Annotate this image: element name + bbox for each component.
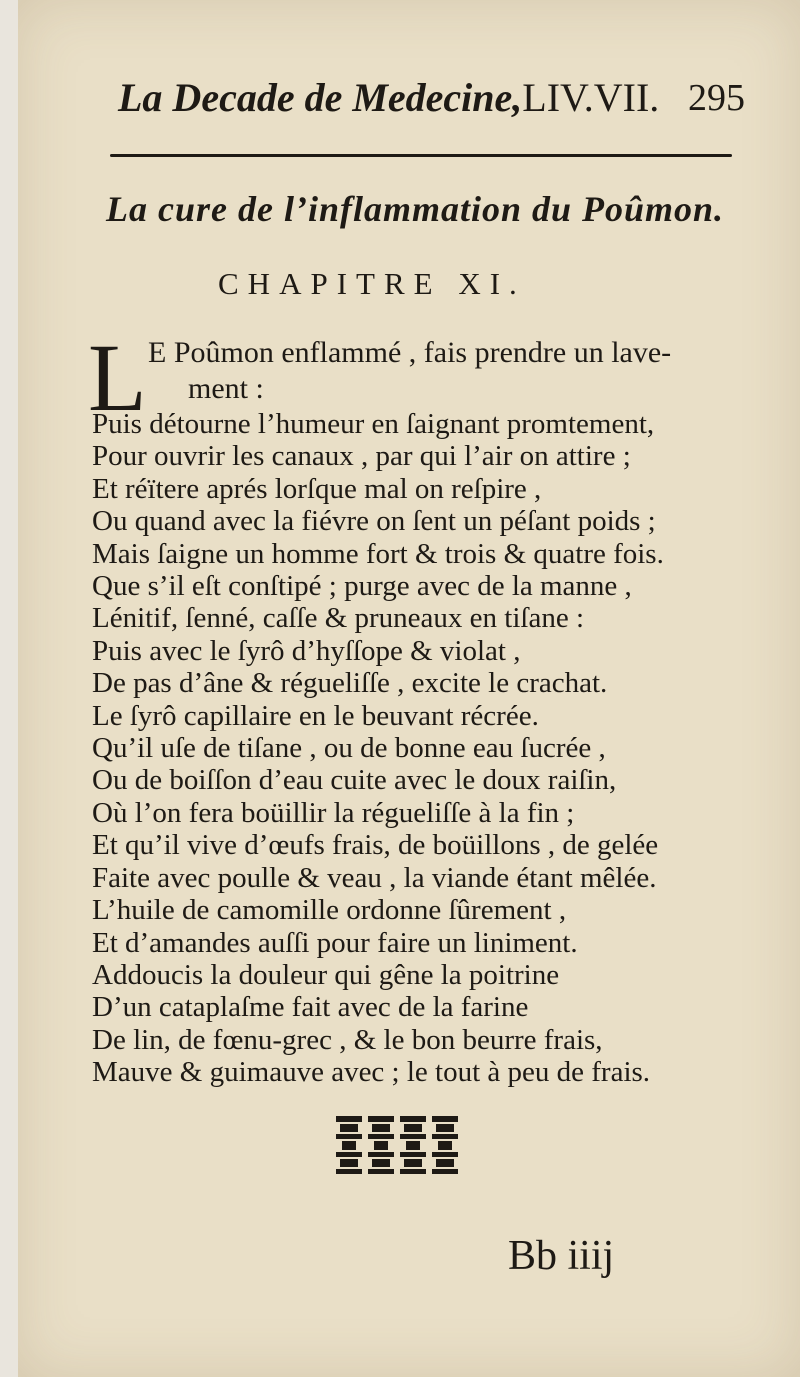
chapter-heading: CHAPITRE XI. — [218, 266, 526, 301]
book-number: LIV.VII. — [522, 75, 660, 120]
page-number: 295 — [688, 77, 745, 119]
verse-line: Que s’il eſt conſtipé ; purge avec de la manne , — [92, 570, 632, 603]
verse-line: Pour ouvrir les canaux , par qui l’air on attire ; — [92, 440, 631, 473]
signature-mark: Bb iiij — [508, 1233, 615, 1279]
verse-line: Lénitif, ſenné, caſſe & pruneaux en tiſane : — [92, 602, 584, 635]
verse-line: Faite avec poulle & veau , la viande étant mêlée. — [92, 861, 657, 894]
drop-capital: L — [88, 324, 147, 431]
page-header — [118, 74, 758, 124]
verse-line: Et d’amandes auſſi pour faire un liniment. — [92, 926, 578, 959]
header-rule — [110, 154, 732, 157]
verse-line: Où l’on fera boüillir la régueliſſe à la fin ; — [92, 796, 575, 829]
verse-line: Addoucis la douleur qui gêne la poitrine — [92, 958, 560, 991]
running-title — [118, 74, 659, 121]
verse-line: Mais ſaigne un homme fort & trois & quatre fois. — [92, 537, 664, 570]
verse-line: Ou quand avec la fiévre on ſent un péſant poids ; — [92, 505, 656, 538]
verse-line: Et réïtere aprés lorſque mal on reſpire , — [92, 472, 542, 505]
first-verse-line-continuation: ment : — [188, 372, 264, 405]
section-title: La cure de l’inflammation du Poûmon. — [106, 189, 725, 229]
verse-line: Ou de boiſſon d’eau cuite avec le doux raiſin, — [92, 764, 617, 797]
verse-line: Puis détourne l’humeur en ſaignant promtement, — [92, 408, 655, 440]
running-title-text: La Decade de Medecine, — [118, 75, 523, 120]
verse-body — [92, 408, 772, 1089]
verse-line: D’un cataplaſme fait avec de la farine — [92, 991, 529, 1024]
first-verse-line: E Poûmon enflammé , fais prendre un lave- — [148, 336, 672, 369]
verse-line: Mauve & guimauve avec ; le tout à peu de frais. — [92, 1056, 651, 1089]
verse-line: L’huile de camomille ordonne ſûrement , — [92, 894, 567, 927]
verse-line: De pas d’âne & régueliſſe , excite le crachat. — [92, 667, 608, 700]
fleuron-ornament-icon — [334, 1114, 460, 1176]
verse-line: Le ſyrô capillaire en le beuvant récrée. — [92, 699, 539, 732]
verse-line: Et qu’il vive d’œufs frais, de boüillons , de gelée — [92, 829, 659, 862]
verse-line: Puis avec le ſyrô d’hyſſope & violat , — [92, 634, 521, 667]
book-page — [18, 0, 800, 1377]
verse-line: De lin, de fœnu-grec , & le bon beurre frais, — [92, 1023, 603, 1056]
verse-line: Qu’il uſe de tiſane , ou de bonne eau ſucrée , — [92, 732, 606, 765]
